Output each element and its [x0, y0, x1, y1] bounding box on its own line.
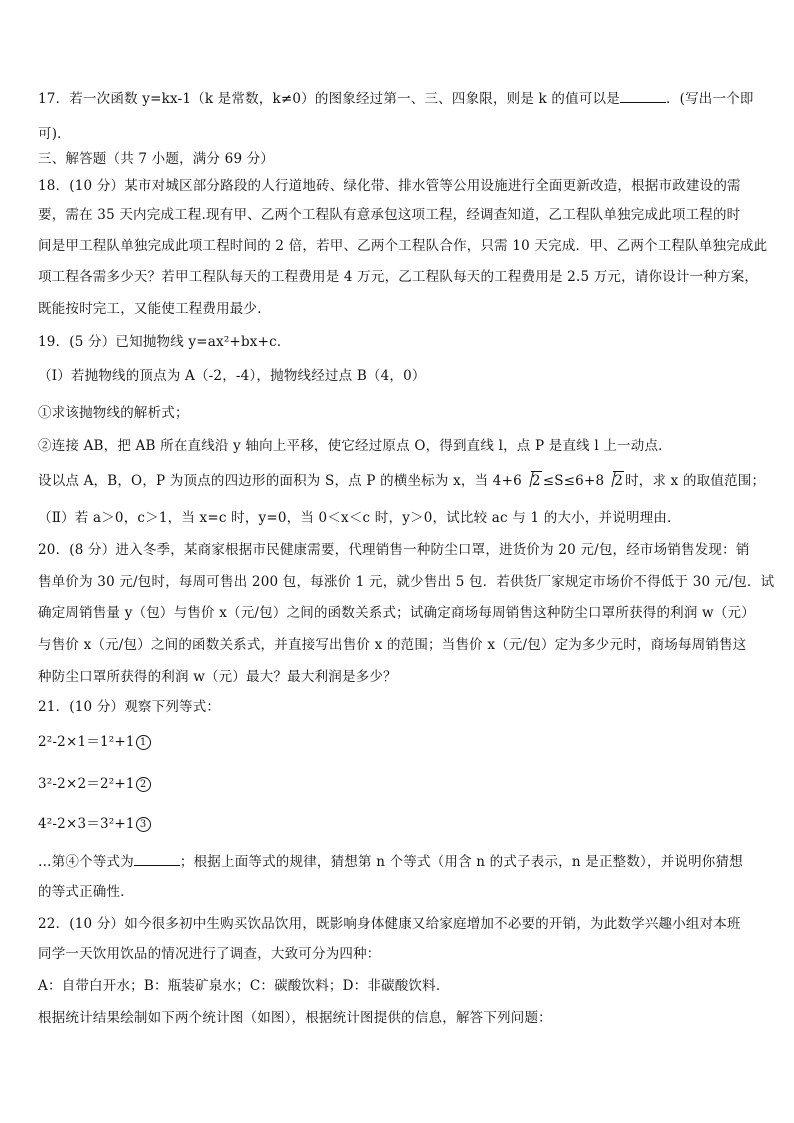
question-20-line4: 与售价 x（元/包）之间的函数关系式，并直接写出售价 x 的范围；当售价 x（元/包）定为多少元时，商场每周销售这: [38, 637, 747, 653]
question-22-line2: 同学一天饮用饮品的情况进行了调查，大致可分为四种：: [38, 946, 381, 962]
question-21-line-b: 的等式正确性．: [38, 884, 134, 900]
question-20-line5: 种防尘口罩所获得的利润 w（元）最大？最大利润是多少？: [38, 669, 397, 685]
question-22-line1: 22．(10 分）如今很多初中生购买饮品饮用，既影响身体健康又给家庭增加不必要的开销，为此数学兴趣小组对本班: [38, 916, 741, 932]
answer-blank: [134, 853, 180, 866]
question-19-part2: （Ⅱ）若 a＞0，c＞1，当 x=c 时，y=0，当 0＜x＜c 时，y＞0，试比较 ac 与 1 的大小，并说明理由．: [38, 510, 681, 526]
question-20-line3: 确定周销售量 y（包）与售价 x（元/包）之间的函数关系式；试确定商场每周销售这种防尘口罩所获得的利润 w（元）: [38, 605, 755, 621]
question-18-line1: 18．(10 分）某市对城区部分路段的人行道地砖、绿化带、排水管等公用设施进行全面更新改造，根据市政建设的需: [38, 178, 741, 194]
question-17-text-end: ．(写出一个即: [665, 91, 754, 107]
question-17-line2: 可)．: [38, 126, 71, 142]
question-21-intro: 21．(10 分）观察下列等式：: [38, 699, 221, 715]
question-18-line3: 间是甲工程队单独完成此项工程时间的 2 倍，若甲、乙两个工程队合作，只需 10 天完成．甲、乙两个工程队单独完成此: [38, 238, 768, 254]
sqrt-radicand: 2: [614, 473, 624, 489]
question-19-item1: ①求该抛物线的解析式；: [38, 405, 189, 421]
equation-3: [38, 815, 768, 833]
question-19-part1: （Ⅰ）若抛物线的顶点为 A（-2，-4），抛物线经过点 B（4，0）: [38, 368, 426, 384]
item3-text-a: 设以点 A，B，O，P 为顶点的四边形的面积为 S，点 P 的横坐标为 x，当 4+6: [38, 473, 522, 489]
question-17-line1: [38, 90, 768, 108]
question-20-line1: 20．(8 分）进入冬季，某商家根据市民健康需要，代理销售一种防尘口罩，进货价为 20 元/包，经市场销售发现：销: [38, 542, 750, 558]
question-22-line3: A：自带白开水；B：瓶装矿泉水；C：碳酸饮料；D：非碳酸饮料．: [38, 978, 450, 994]
question-21-line-a: [38, 853, 768, 871]
circled-number: 1: [136, 735, 151, 750]
equation-text: 2²-2×1＝1²+1: [38, 734, 135, 750]
sqrt-radicand: 2: [531, 473, 541, 489]
question-19-item2: ②连接 AB，把 AB 所在直线沿 y 轴向上平移，使它经过原点 O，得到直线 l，点 P 是直线 l 上一动点．: [38, 438, 672, 454]
question-18-line4: 项工程各需多少天？若甲工程队每天的工程费用是 4 万元，乙工程队每天的工程费用是 2.5 万元，请你设计一种方案，: [38, 269, 759, 285]
text: ；根据上面等式的规律，猜想第 n 个等式（用含 n 的式子表示，n 是正整数），并说明你猜想: [179, 854, 743, 870]
sqrt-symbol: [523, 471, 542, 490]
circled-number: 3: [136, 817, 151, 832]
question-19-item3: [38, 471, 768, 490]
equation-1: [38, 733, 768, 751]
item3-text-b: ≤S≤6+8: [542, 473, 605, 489]
question-19-intro: 19．(5 分）已知抛物线 y=ax²+bx+c．: [38, 334, 291, 350]
equation-text: 4²-2×3＝3²+1: [38, 816, 135, 832]
question-22-line4: 根据统计结果绘制如下两个统计图（如图），根据统计图提供的信息，解答下列问题：: [38, 1010, 552, 1026]
question-20-line2: 售单价为 30 元/包时，每周可售出 200 包，每涨价 1 元，就少售出 5 包．若供货厂家规定市场价不得低于 30 元/包．试: [38, 574, 775, 590]
item3-text-c: 时，求 x 的取值范围；: [625, 473, 766, 489]
section-heading: 三、解答题（共 7 小题，满分 69 分）: [38, 151, 275, 167]
circled-number: 2: [136, 777, 151, 792]
sqrt-symbol: [605, 471, 624, 490]
text: …第④个等式为: [38, 854, 134, 870]
question-18-line5: 既能按时完工，又能使工程费用最少．: [38, 301, 271, 317]
equation-2: [38, 775, 768, 793]
answer-blank: [620, 90, 666, 103]
question-18-line2: 要，需在 35 天内完成工程.现有甲、乙两个工程队有意承包这项工程，经调查知道，乙工程队单独完成此项工程的时: [38, 207, 741, 223]
question-17-text: 17．若一次函数 y=kx-1（k 是常数，k≠0）的图象经过第一、三、四象限，则是 k 的值可以是: [38, 91, 620, 107]
equation-text: 3²-2×2＝2²+1: [38, 776, 135, 792]
